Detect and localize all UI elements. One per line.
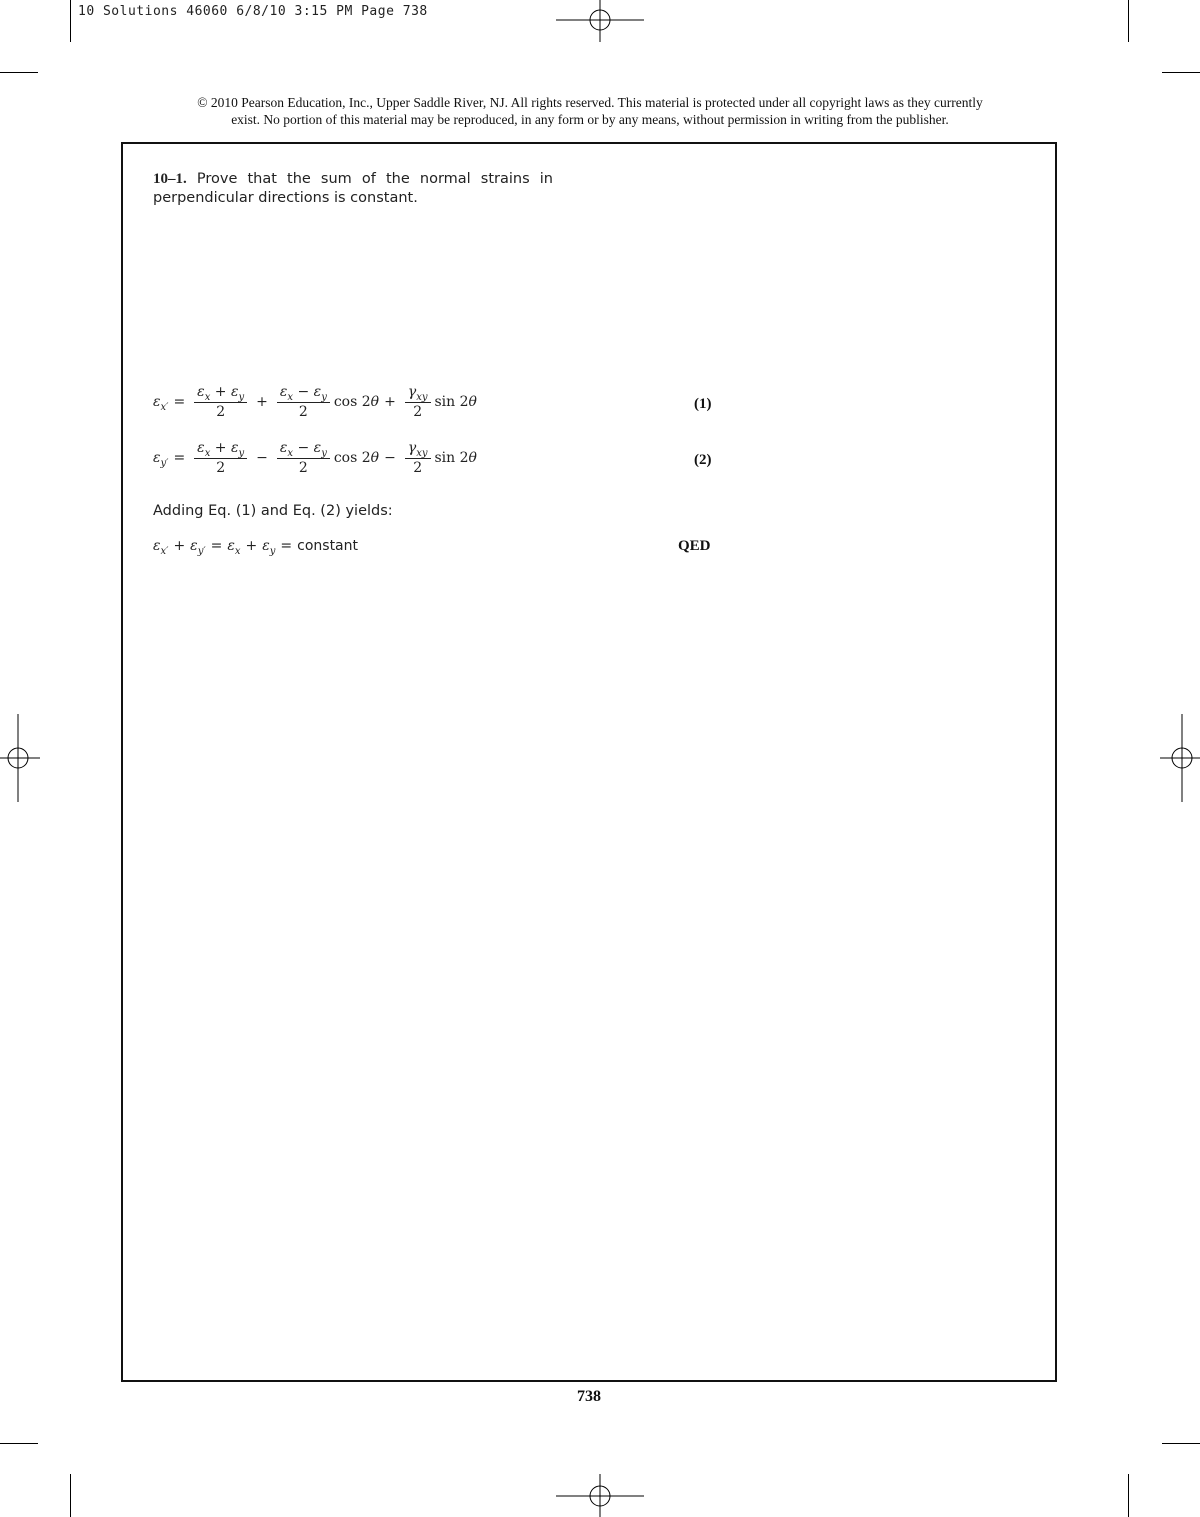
copyright-line-1: © 2010 Pearson Education, Inc., Upper Saddle River, NJ. All rights reserved. This material is protected under all copyright laws as they currently (197, 95, 983, 110)
equation-1-label: (1) (694, 396, 712, 412)
registration-mark-left (0, 714, 40, 802)
result-equation: $\varepsilon_{x'}$ + $\varepsilon_{y'}$ = $\varepsilon_x$ + $\varepsilon_y$ = constant (153, 538, 359, 557)
crop-mark-top-right-v (1128, 0, 1129, 42)
page-number: 738 (577, 1388, 601, 1405)
problem-number: 10–1. (153, 171, 187, 187)
registration-mark-right (1160, 714, 1200, 802)
equation-2: $\varepsilon_{y'}$ = $\frac{\varepsilon_x + \varepsilon_y}{2}$ − $\frac{\varepsilon_x - \varepsilon_y}{2}$ cos 2θ − $\frac{\gamma_{xy}}{2}$ sin 2θ (153, 440, 477, 476)
problem-text: Prove that the sum of the normal strains in perpendicular directions is constant. (153, 171, 553, 206)
qed-label: QED (678, 538, 711, 554)
crop-mark-bottom-right-v (1128, 1474, 1129, 1517)
copyright-notice (120, 94, 1060, 128)
crop-mark-top-left-h (0, 72, 38, 73)
problem-statement (153, 170, 553, 208)
equation-1: $\varepsilon_{x'}$ = $\frac{\varepsilon_x + \varepsilon_y}{2}$ + $\frac{\varepsilon_x - \varepsilon_y}{2}$ cos 2θ + $\frac{\gamma_{xy}}{2}$ sin 2θ (153, 384, 477, 420)
crop-mark-top-right-h (1162, 72, 1200, 73)
adding-text: Adding Eq. (1) and Eq. (2) yields: (153, 503, 393, 519)
copyright-line-2: exist. No portion of this material may be reproduced, in any form or by any means, without permission in writing from the publisher. (231, 112, 949, 127)
crop-mark-top-left-v (70, 0, 71, 42)
registration-mark-top (556, 0, 644, 44)
equation-2-label: (2) (694, 452, 712, 468)
crop-mark-bottom-right-h (1162, 1443, 1200, 1444)
crop-mark-bottom-left-h (0, 1443, 38, 1444)
content-frame (121, 142, 1057, 1382)
crop-mark-bottom-left-v (70, 1474, 71, 1517)
print-slug: 10 Solutions 46060 6/8/10 3:15 PM Page 738 (78, 4, 428, 19)
eq1-lhs: $\varepsilon_{x'}$ (153, 394, 169, 413)
eq2-lhs: $\varepsilon_{y'}$ (153, 450, 169, 469)
registration-mark-bottom (556, 1474, 644, 1517)
